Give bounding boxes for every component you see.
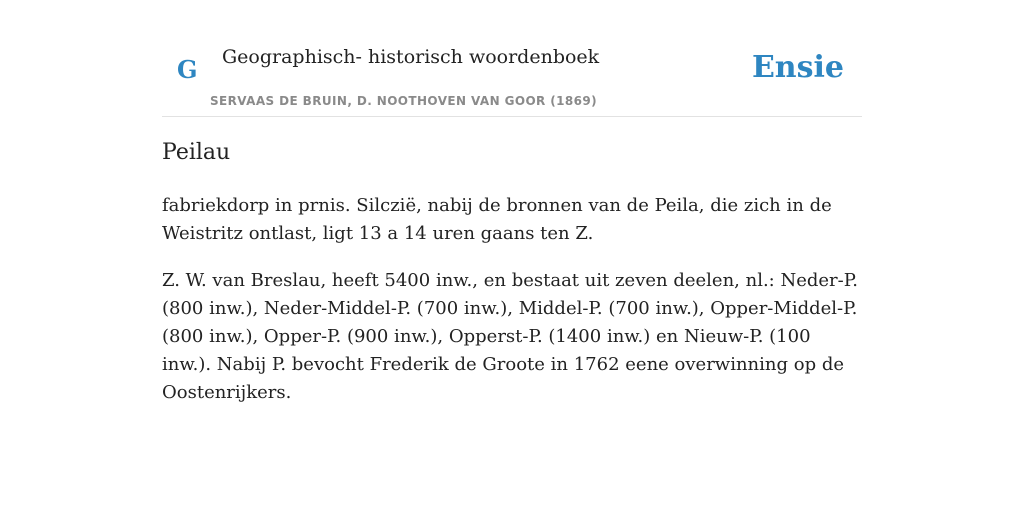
- book-authors: SERVAAS DE BRUIN, D. NOOTHOVEN VAN GOOR (1869): [210, 94, 598, 108]
- book-header: [162, 0, 862, 117]
- entry-paragraph: Z. W. van Breslau, heeft 5400 inw., en bestaat uit zeven deelen, nl.: Neder-P. (800 inw.), Neder-Middel-P. (700 inw.), Middel-P. (700 inw.), Opper-Middel-P. (800 inw.), Opper-P. (900 inw.), Opperst-P. (1400 inw.) en Nieuw-P. (100 inw.). Nabij P. bevocht Frederik de Groote in 1762 eene overwinning op de Oostenrijkers.: [162, 270, 858, 403]
- book-logo-link[interactable]: G: [177, 55, 198, 84]
- book-title: Geographisch- historisch woordenboek: [222, 46, 600, 68]
- ensie-logo-link[interactable]: Ensie: [751, 50, 844, 85]
- entry-title: Peilau: [162, 140, 231, 165]
- entry-paragraph: fabriekdorp in prnis. Silczië, nabij de bronnen van de Peila, die zich in de Weistritz ontlast, ligt 13 a 14 uren gaans ten Z.: [162, 195, 832, 244]
- entry-body: [162, 192, 862, 426]
